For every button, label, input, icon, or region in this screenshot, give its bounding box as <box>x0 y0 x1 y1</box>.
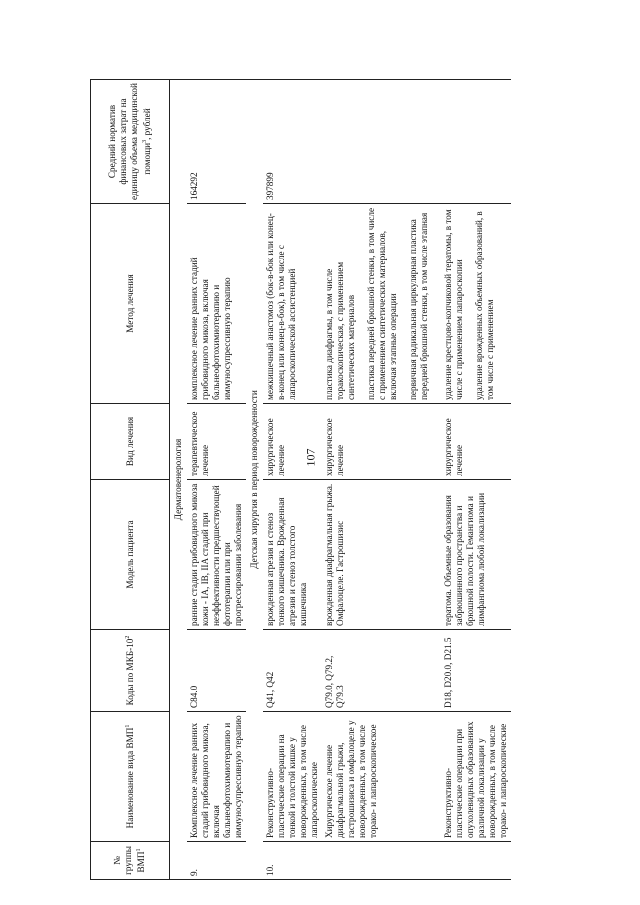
header-codes: Коды по МКБ-$10^2$ <box>91 630 170 712</box>
table-row <box>441 80 511 880</box>
header-model: Модель пациента <box>91 480 170 630</box>
cell-cost <box>322 80 441 204</box>
table-row <box>187 80 246 880</box>
cell-method <box>441 204 511 404</box>
method-item: пластика передней брюшной стенки, в том числе с применением синтетических материалов, включая этапные операции <box>366 207 398 400</box>
method-item: удаление врожденных объемных образований, в том числе с применением <box>474 211 495 400</box>
section-title: Дерматовенерология <box>170 80 188 880</box>
method-item: первичная радикальная циркулярная пластика передней брюшной стенки, в том числе этапная <box>408 212 429 400</box>
cell-codes: C84.0 <box>187 630 246 712</box>
header-method: Метод лечения <box>91 204 170 404</box>
header-num: № группы ВМП$^1$ <box>91 842 170 880</box>
method-item: пластика диафрагмы, в том числе торакоскопическая, с применением синтетических материалов <box>324 261 356 400</box>
table-body <box>170 80 512 880</box>
table-row <box>322 80 441 880</box>
cell-type: хирургическое лечение <box>322 404 441 480</box>
header-name: Наименование вида ВМП$^1$ <box>91 712 170 842</box>
cell-num: 9. <box>187 842 246 880</box>
cell-type: хирургическое лечение <box>441 404 511 480</box>
cell-name: Реконструктивно-пластические операции на тонкой и толстой кишке у новорожденных, в том числе лапароскопические <box>263 712 322 842</box>
cell-method <box>187 204 246 404</box>
cell-name: Реконструктивно-пластические операции при опухолевидных образованиях различной локализации у новорожденных, в том числе торако- и лапароскопические <box>441 712 511 842</box>
header-type: Вид лечения <box>91 404 170 480</box>
cell-method <box>263 204 322 404</box>
cell-type: хирургическое лечение <box>263 404 322 480</box>
cell-model: ранние стадии грибовидного микоза кожи - IA, IB, IIA стадий при неэффективности предшествующей фототерапии или при прогрессировании заболевания <box>187 480 246 630</box>
cell-name: Комплексное лечение ранних стадий грибовидного микоза, включая бальнеофотохимиотерапию и иммуносупрессивную терапию <box>187 712 246 842</box>
cell-num: 10. <box>263 842 322 880</box>
section-row <box>170 80 188 880</box>
cell-name: Хирургическое лечение диафрагмальной грыжи, гастрошизиса и омфалоцеле у новорожденных, в том числе торако- и лапароскопическое <box>322 712 441 842</box>
vmp-table <box>90 79 511 880</box>
cell-method <box>322 204 441 404</box>
method-item: межкишечный анастомоз (бок-в-бок или конец-в-конец или конец-в-бок), в том числе с лапароскопической ассистенцией <box>265 213 297 400</box>
method-item: удаление крестцово-копчиковой тератомы, в том числе с применением лапароскопии <box>443 209 464 400</box>
cell-num <box>441 842 511 880</box>
page-number: 107 <box>303 448 318 467</box>
cell-model: врожденная диафрагмальная грыжа. Омфалоцеле. Гастрошизис <box>322 480 441 630</box>
cell-codes: D18, D20.0, D21.5 <box>441 630 511 712</box>
cell-codes: Q79.0, Q79.2, Q79.3 <box>322 630 441 712</box>
cell-cost <box>441 80 511 204</box>
cell-model: врожденная атрезия и стеноз тонкого кишечника. Врожденная атрезия и стеноз толстого кишечника <box>263 480 322 630</box>
cell-codes: Q41, Q42 <box>263 630 322 712</box>
document-sheet <box>90 80 610 880</box>
cell-num <box>322 842 441 880</box>
method-item: комплексное лечение ранних стадий грибовидного микоза, включая бальнеофотохимиотерапию и иммуносупрессивную терапию <box>189 257 232 400</box>
section-title: Детская хирургия в период новорожденности <box>246 80 263 880</box>
cell-cost: 397899 <box>263 80 322 204</box>
table-header-row <box>91 80 170 880</box>
section-row <box>246 80 263 880</box>
table-row <box>263 80 322 880</box>
cell-cost: 164292 <box>187 80 246 204</box>
cell-model: тератома. Объемные образования забрюшинного пространства и брюшной полости. Гемангиома и лимфангиома любой локализации <box>441 480 511 630</box>
header-cost: Средний норматив финансовых затрат на единицу объема медицинской помощи$^3$, рублей <box>91 80 170 204</box>
cell-type: терапевтическое лечение <box>187 404 246 480</box>
